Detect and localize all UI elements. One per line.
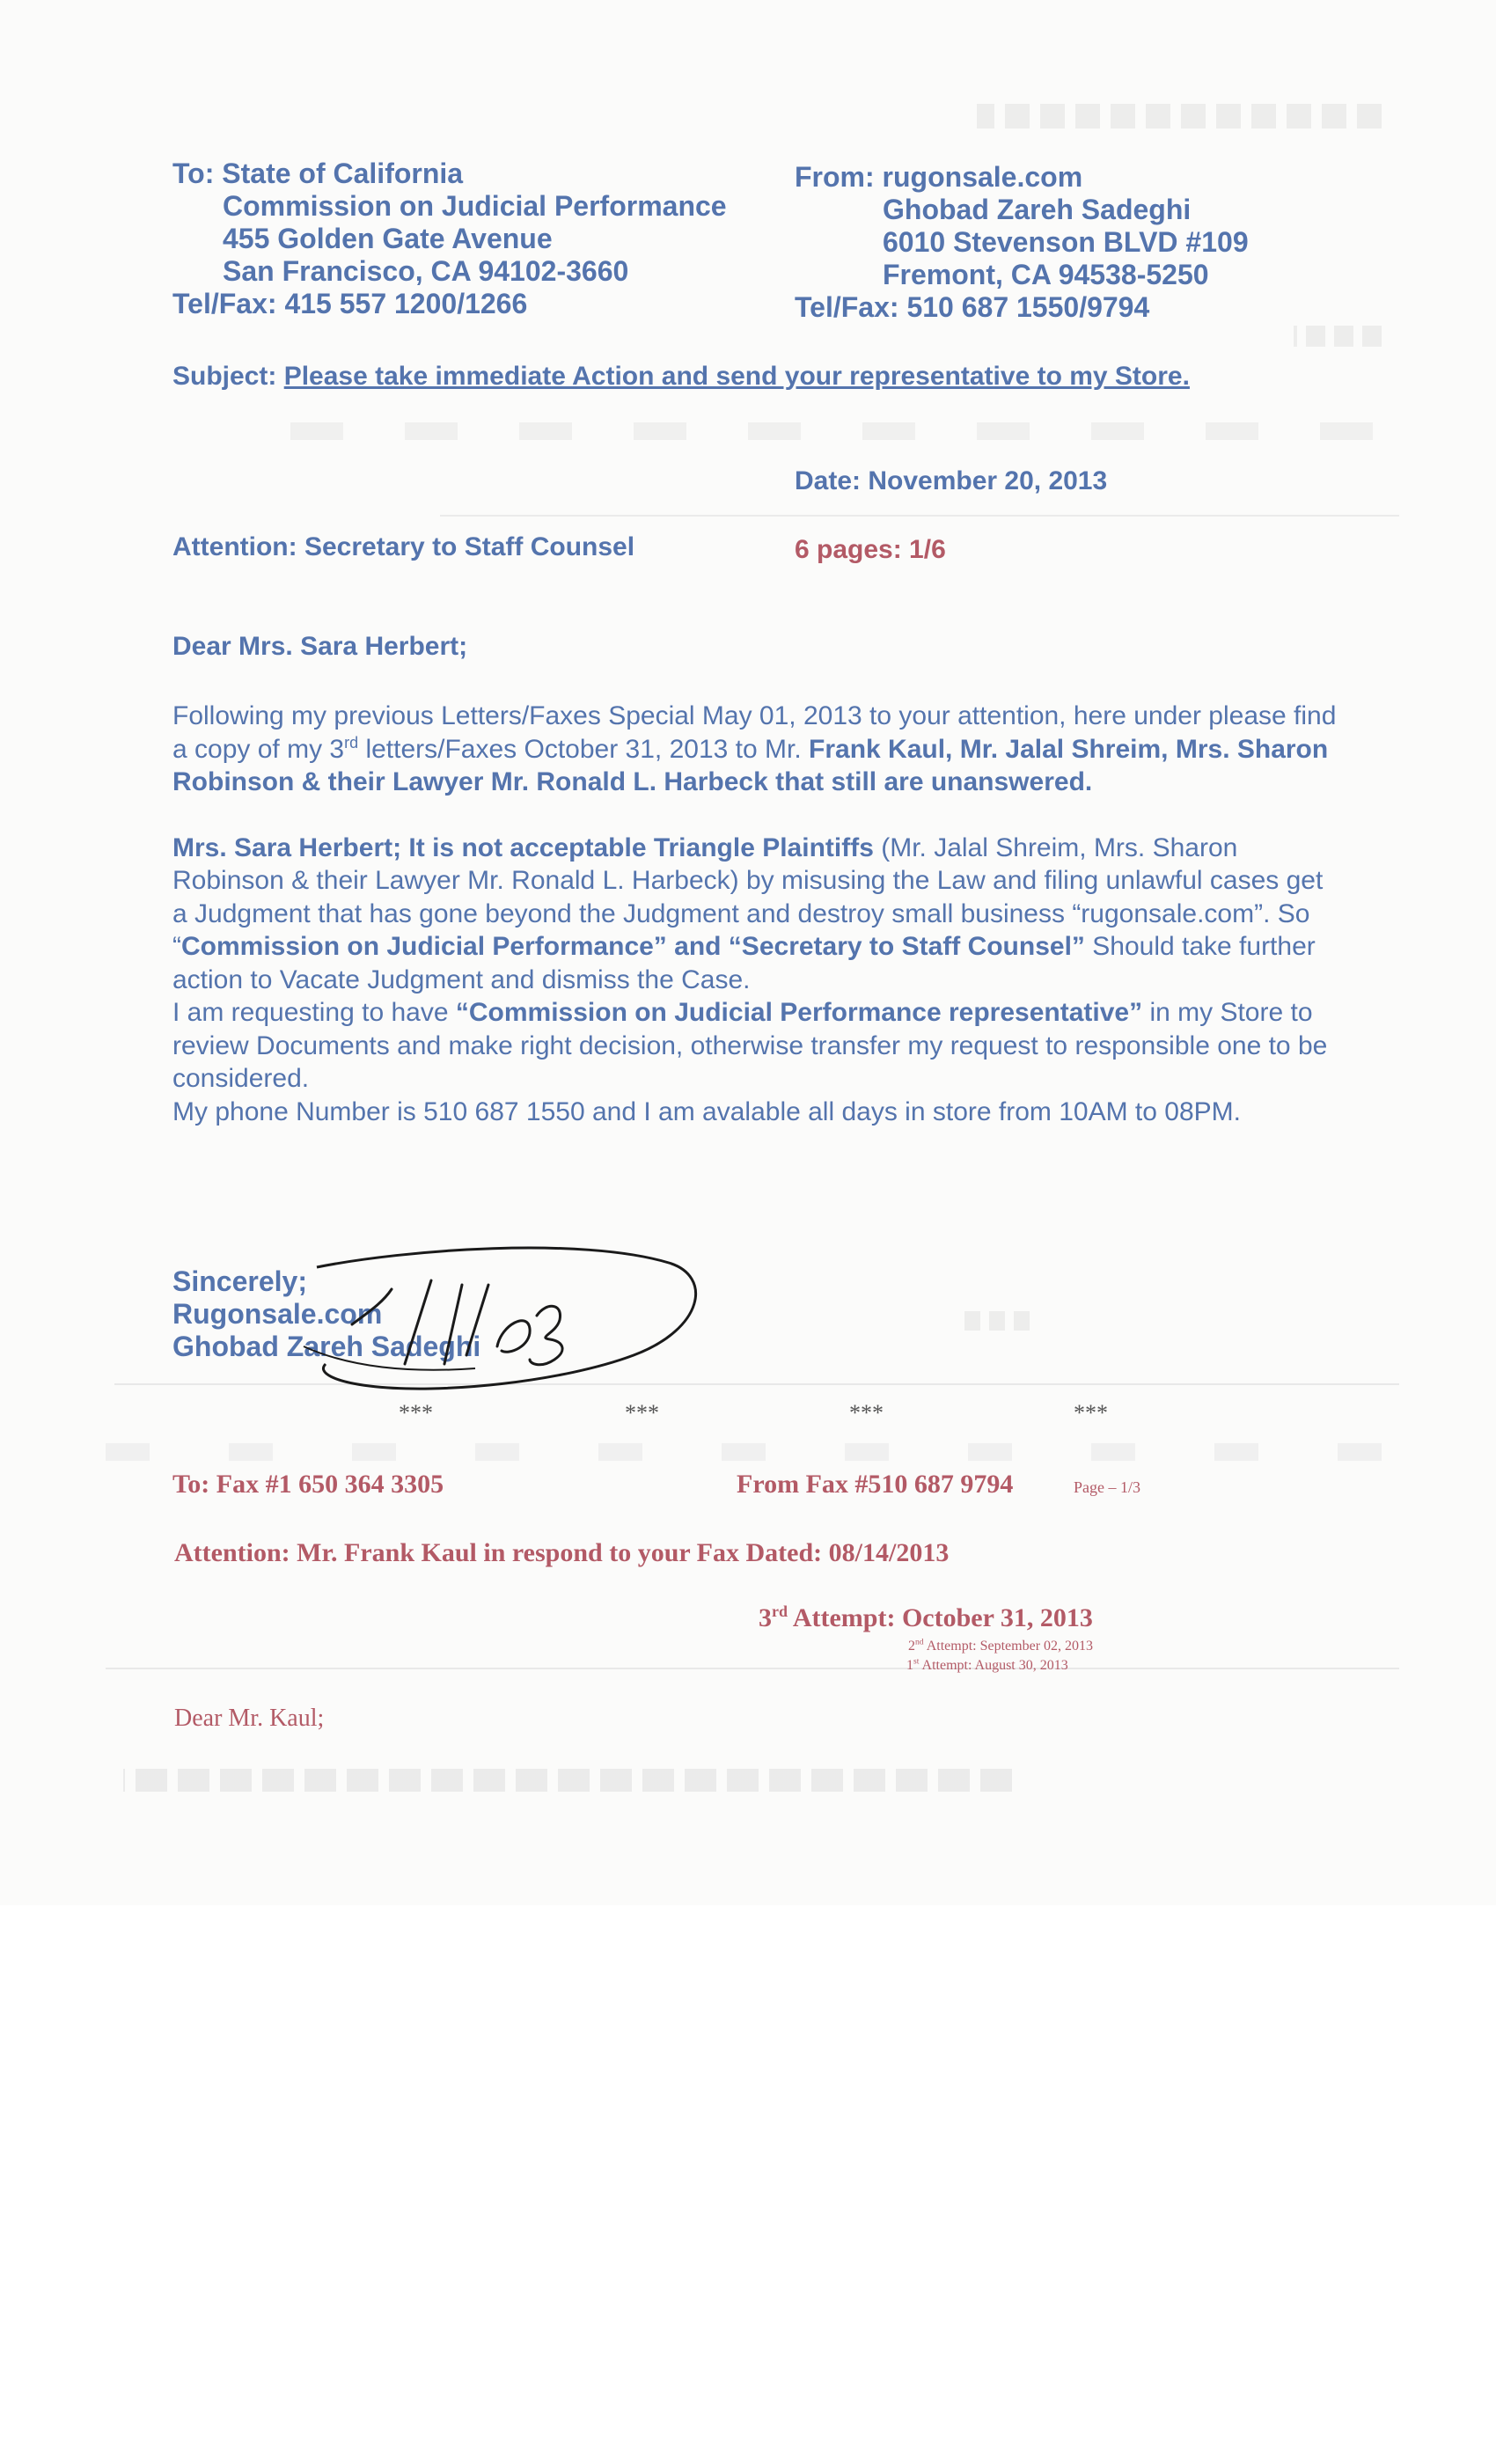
closing-name: Ghobad Zareh Sadeghi (172, 1331, 481, 1362)
paragraph-3: I am requesting to have “Commission on Judicial Performance representative” in my Store to review Documents and make right decision, otherwise transfer my request to responsible one to be considered. (172, 998, 1328, 1093)
to-block (172, 158, 727, 320)
to-line2: 455 Golden Gate Avenue (223, 223, 553, 254)
subject-text: Please take immediate Action and send your representative to my Store. (283, 362, 1190, 391)
paragraph-4: My phone Number is 510 687 1550 and I am avalable all days in store from 10AM to 08PM. (172, 1096, 1241, 1126)
separator-1: *** (399, 1400, 433, 1426)
separator-2: *** (625, 1400, 659, 1426)
fax-attempt-1: 1st Attempt: August 30, 2013 (906, 1656, 1068, 1673)
closing-sincerely: Sincerely; (172, 1265, 307, 1297)
fax-attention: Attention: Mr. Frank Kaul in respond to your Fax Dated: 08/14/2013 (174, 1538, 950, 1567)
from-label: From: (795, 161, 875, 193)
bleed-through-artifact (977, 104, 1382, 128)
separator-3: *** (849, 1400, 884, 1426)
bleed-through-line (106, 1668, 1399, 1669)
paragraph-1: Following my previous Letters/Faxes Special May 01, 2013 to your attention, here under please find a copy of my 3rd letters/Faxes October 31, 2013 to Mr. Frank Kaul, Mr. Jalal Shreim, Mrs. Sharon Robinson & their Lawyer Mr. Ronald L. Harbeck that still are unanswered. (172, 701, 1337, 796)
subject-label: Subject: (172, 362, 277, 391)
fax-greeting: Dear Mr. Kaul; (174, 1705, 325, 1732)
paragraph-2: Mrs. Sara Herbert; It is not acceptable Triangle Plaintiffs (Mr. Jalal Shreim, Mrs. Sharon Robinson & their Lawyer Mr. Ronald L. Harbeck) by misusing the Law and filing unlawful cases get a Judgment that has gone beyond the Judgment and destroy small business “rugonsale.com”. So “Commission on Judicial Performance” and “Secretary to Staff Counsel” Should take further action to Vacate Judgment and dismiss the Case. (172, 832, 1324, 994)
closing-company: Rugonsale.com (172, 1298, 383, 1330)
separator-4: *** (1074, 1400, 1108, 1426)
from-address: 6010 Stevenson BLVD #109 (883, 226, 1249, 258)
subject-line (172, 362, 1190, 392)
from-name: Ghobad Zareh Sadeghi (883, 194, 1192, 225)
fax-attempt-3: 3rd Attempt: October 31, 2013 (759, 1602, 1093, 1632)
to-tel: Tel/Fax: 415 557 1200/1266 (172, 288, 528, 319)
to-org: State of California (222, 158, 464, 189)
fax-to: To: Fax #1 650 364 3305 (172, 1470, 444, 1499)
from-city: Fremont, CA 94538-5250 (883, 259, 1209, 290)
from-block (795, 161, 1249, 324)
to-line1: Commission on Judicial Performance (223, 190, 727, 222)
bleed-through-artifact (1294, 326, 1382, 347)
letter-date: Date: November 20, 2013 (795, 466, 1108, 495)
letter-body (172, 700, 1343, 1128)
fax-from: From Fax #510 687 9794 (737, 1470, 1014, 1499)
greeting: Dear Mrs. Sara Herbert; (172, 632, 468, 661)
attention-line: Attention: Secretary to Staff Counsel (172, 532, 635, 561)
signature-date-text: 11/11/2013 (528, 1267, 532, 1268)
page-count: 6 pages: 1/6 (795, 535, 946, 564)
bleed-through-artifact (959, 1311, 1030, 1331)
bleed-through-artifact (97, 1443, 1382, 1461)
bleed-through-artifact (123, 1769, 1012, 1792)
from-site: rugonsale.com (882, 161, 1083, 193)
bleed-through-artifact (238, 422, 1373, 440)
bleed-through-line (440, 515, 1399, 517)
fax-attempt-2: 2nd Attempt: September 02, 2013 (908, 1637, 1094, 1654)
to-line3: San Francisco, CA 94102-3660 (223, 255, 629, 287)
fax-page: Page – 1/3 (1074, 1478, 1140, 1496)
handwritten-signature (299, 1241, 722, 1408)
from-tel: Tel/Fax: 510 687 1550/9794 (795, 291, 1150, 323)
to-label: To: (172, 158, 215, 189)
